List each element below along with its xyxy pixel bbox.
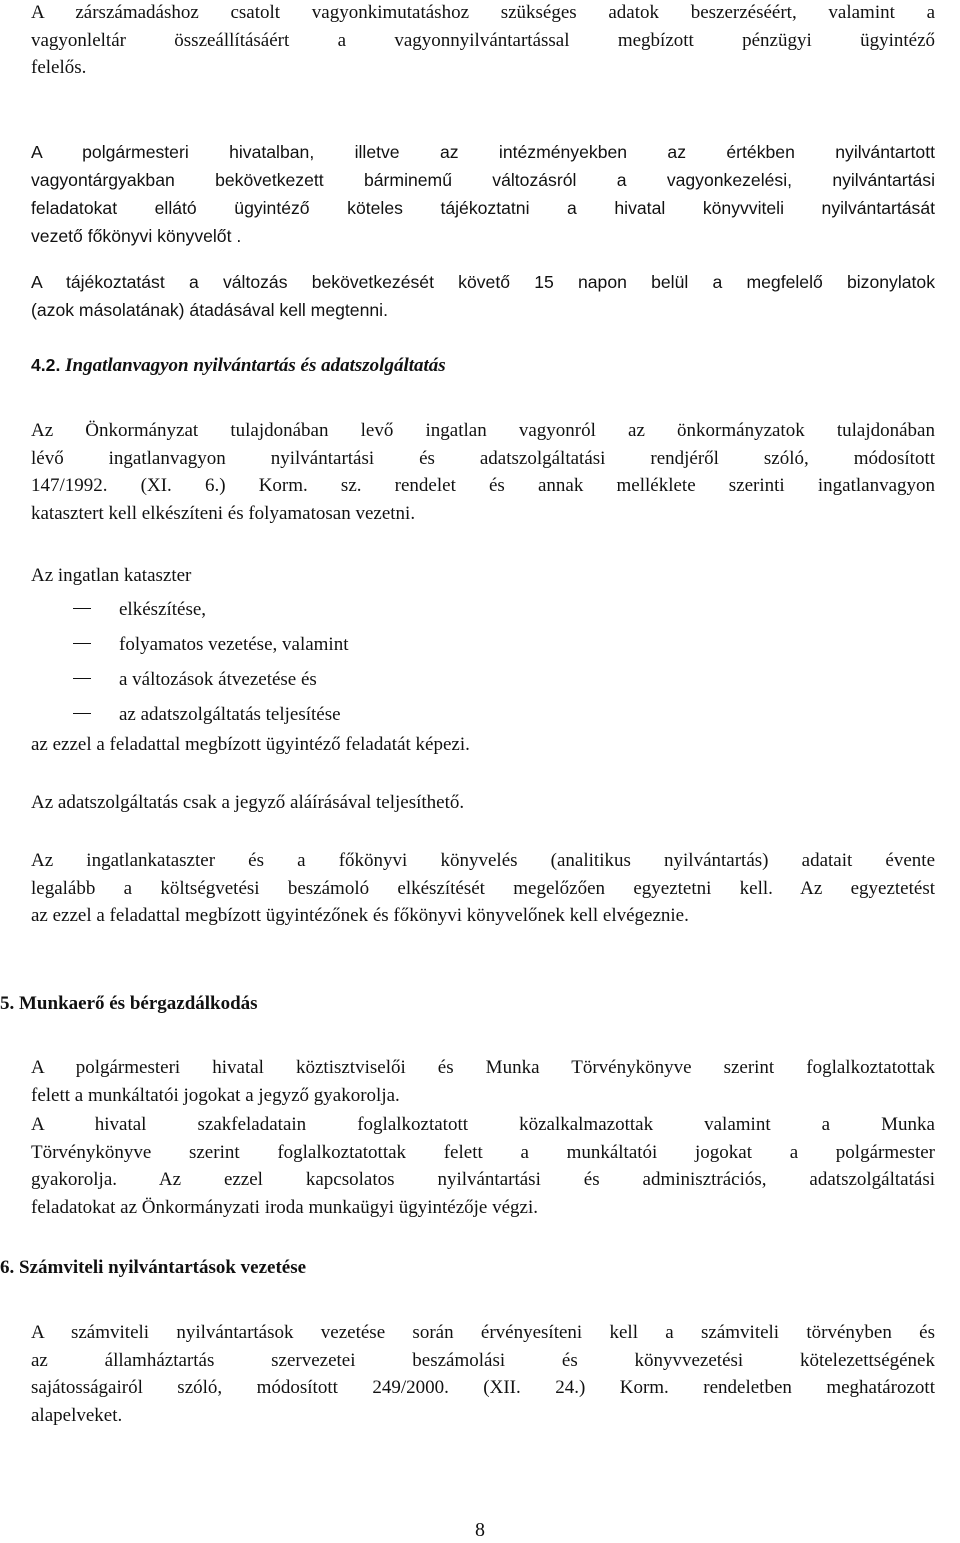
text-line: Törvénykönyve szerint foglalkoztatottak felett a munkáltatói jogokat a polgármester (31, 1141, 935, 1163)
paragraph-accounting-records (31, 1319, 935, 1429)
text-line: A polgármesteri hivatal köztisztviselői és Munka Törvénykönyve szerint foglalkoztatottak (31, 1057, 935, 1078)
paragraph-reconciliation (31, 847, 935, 930)
text-line: 147/1992. (XI. 6.) Korm. sz. rendelet és annak melléklete szerinti ingatlanvagyon (31, 475, 935, 497)
text-line: felett a munkáltatói jogokat a jegyző gyakorolja. (31, 1084, 400, 1106)
text-line: feladatokat az Önkormányzati iroda munkaügyi ügyintézője végzi. (31, 1196, 539, 1218)
text-line: vagyontárgyakban bekövetkezett bárminemű változásról a vagyonkezelési, nyilvántartási (31, 170, 935, 190)
list-item-text: az adatszolgáltatás teljesítése (119, 704, 341, 725)
paragraph-notice-deadline (31, 268, 935, 324)
list-item (31, 701, 935, 729)
text-line: feladatokat ellátó ügyintéző köteles tájékoztatni a hivatal könyvviteli nyilvántartását (31, 198, 935, 218)
list-item (31, 666, 935, 694)
text-line: A polgármesteri hivatalban, illetve az intézményekben az értékben nyilvántartott (31, 142, 935, 162)
paragraph-inventory-responsibility (31, 0, 935, 82)
text-line: Az ingatlankataszter és a főkönyvi könyvelés (analitikus nyilvántartás) adatait évente (31, 850, 935, 871)
text-line: Az Önkormányzat tulajdonában levő ingatlan vagyonról az önkormányzatok tulajdonában (31, 420, 935, 441)
page-number: 8 (475, 1519, 485, 1541)
paragraph-notary-signature: Az adatszolgáltatás csak a jegyző aláírásával teljesíthető. (31, 792, 465, 813)
paragraph-asset-change-notice (31, 138, 935, 250)
text-line: vezető főkönyvi könyvelőt . (31, 226, 242, 246)
section-heading-6: 6. Számviteli nyilvántartások vezetése (0, 1257, 307, 1278)
text-line: legalább a költségvetési beszámoló elkészítését megelőzően egyeztetni kell. Az egyeztetést (31, 877, 935, 899)
paragraph-public-employees (31, 1111, 935, 1221)
text-line: alapelveket. (31, 1404, 123, 1426)
paragraph-property-cadastre (31, 417, 935, 527)
text-line: lévő ingatlanvagyon nyilvántartási és adatszolgáltatási rendjéről szóló, módosított (31, 447, 935, 469)
section-number: 4.2. (31, 355, 61, 375)
dash-bullet-icon (73, 631, 91, 659)
text-line: A számviteli nyilvántartások vezetése során érvényesíteni kell a számviteli törvényben és (31, 1322, 935, 1343)
text-line: sajátosságairól szóló, módosított 249/2000. (XII. 24.) Korm. rendeletben meghatározott (31, 1377, 935, 1399)
list-item-text: folyamatos vezetése, valamint (119, 634, 349, 655)
text-line: A tájékoztatást a változás bekövetkezését követő 15 napon belül a megfelelő bizonylatok (31, 272, 935, 292)
section-heading-4-2 (31, 352, 935, 380)
dash-bullet-icon (73, 666, 91, 694)
list-item-text: a változások átvezetése és (119, 669, 317, 690)
paragraph-cadastre-intro: Az ingatlan kataszter (31, 565, 192, 586)
list-item (31, 596, 935, 624)
paragraph-employer-rights (31, 1054, 935, 1109)
section-heading-5: 5. Munkaerő és bérgazdálkodás (0, 993, 258, 1014)
text-line: gyakorolja. Az ezzel kapcsolatos nyilvántartási és adminisztrációs, adatszolgáltatási (31, 1169, 935, 1191)
paragraph-cadastre-end: az ezzel a feladattal megbízott ügyintéző feladatát képezi. (31, 734, 470, 755)
text-line: katasztert kell elkészíteni és folyamatosan vezetni. (31, 502, 416, 524)
text-line: A hivatal szakfeladatain foglalkoztatott közalkalmazottak valamint a Munka (31, 1114, 935, 1135)
text-line: felelős. (31, 57, 87, 79)
dash-bullet-icon (73, 701, 91, 729)
text-line: az államháztartás szervezetei beszámolási és könyvvezetési kötelezettségének (31, 1349, 935, 1371)
text-line: vagyonleltár összeállításáért a vagyonnyilvántartással megbízott pénzügyi ügyintéző (31, 29, 935, 51)
list-item (31, 631, 935, 659)
text-line: A zárszámadáshoz csatolt vagyonkimutatáshoz szükséges adatok beszerzéséért, valamint a (31, 2, 935, 23)
text-line: (azok másolatának) átadásával kell megtenni. (31, 300, 388, 320)
list-item-text: elkészítése, (119, 599, 207, 620)
dash-bullet-icon (73, 596, 91, 624)
text-line: az ezzel a feladattal megbízott ügyintézőnek és főkönyvi könyvelőnek kell elvégeznie. (31, 905, 689, 927)
section-title: Ingatlanvagyon nyilvántartás és adatszolgáltatás (65, 355, 446, 376)
